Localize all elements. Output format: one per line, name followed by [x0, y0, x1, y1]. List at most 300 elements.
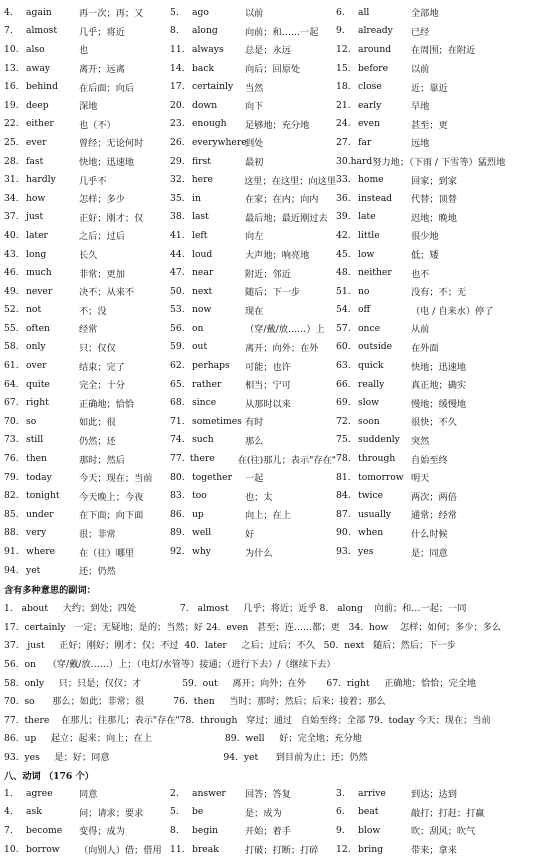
vocab-entry — [4, 359, 170, 373]
entry-number: 93. — [336, 546, 351, 558]
entry-number: 22. — [4, 118, 19, 130]
entry-number: 52. — [4, 304, 19, 316]
entry-meaning: 深地 — [79, 101, 98, 113]
entry-meaning: 回家；到家 — [411, 175, 457, 187]
entry-meaning: 向后；回原处 — [245, 64, 301, 76]
vocab-entry — [336, 526, 502, 540]
entry-word: along — [192, 25, 218, 37]
entry-number: 51. — [336, 285, 351, 297]
entry-number: 28. — [4, 155, 19, 167]
entry-meaning: 长久 — [79, 250, 98, 262]
vocabulary-page — [4, 3, 534, 858]
entry-word: sometimes — [192, 415, 242, 427]
vocab-entry — [336, 433, 502, 447]
entry-word: hard — [350, 155, 373, 167]
entry-word: outside — [358, 341, 393, 353]
entry-word: before — [358, 62, 389, 74]
entry-meaning: 在周围；在附近 — [411, 45, 476, 57]
entry-number: 24. — [336, 118, 351, 130]
multi-meaning-line: 77. there 在那儿；往那儿；表示"存在"78. through 穿过；通过 自始至终；全部 79. today 今天；现在；当前 — [4, 714, 491, 726]
table-row — [4, 40, 534, 59]
table-row — [4, 208, 534, 227]
entry-meaning: 自始至终 — [411, 454, 448, 466]
vocab-entry — [170, 154, 336, 168]
vocab-entry — [4, 173, 170, 187]
entry-meaning: 远地 — [411, 138, 430, 150]
entry-number: 20. — [170, 99, 185, 111]
vocab-entry — [336, 173, 502, 187]
entry-number: 89. — [170, 527, 185, 539]
entry-number: 56. — [170, 322, 185, 334]
entry-meaning: 大声地；响亮地 — [245, 250, 310, 262]
entry-number: 72. — [336, 415, 351, 427]
entry-number: 26. — [170, 136, 185, 148]
entry-number: 13. — [4, 62, 19, 74]
entry-meaning: 在后面；向后 — [79, 82, 135, 94]
entry-number: 6. — [336, 806, 345, 818]
table-row — [4, 301, 534, 320]
table-row — [4, 22, 534, 41]
vocab-entry — [336, 266, 502, 280]
vocab-entry — [336, 786, 502, 800]
entry-word: no — [358, 285, 370, 297]
entry-word: just — [26, 211, 44, 223]
entry-number: 8. — [170, 824, 179, 836]
vocab-entry — [4, 210, 170, 224]
entry-word: be — [192, 806, 204, 818]
entry-meaning: 没有；不；无 — [411, 287, 467, 299]
entry-number: 78. — [336, 453, 351, 465]
entry-meaning: 之后；过后 — [79, 231, 125, 243]
entry-word: quite — [26, 378, 50, 390]
entry-word: since — [192, 397, 217, 409]
entry-word: still — [26, 434, 44, 446]
entry-word: why — [192, 546, 211, 558]
entry-word: around — [358, 43, 392, 55]
vocab-entry — [170, 470, 336, 484]
entry-meaning: 很快；不久 — [411, 417, 457, 429]
entry-meaning: 全部地 — [411, 8, 439, 20]
entry-meaning: 从前 — [411, 324, 430, 336]
entry-meaning: 通常；经常 — [411, 510, 457, 522]
entry-number: 5. — [170, 6, 179, 18]
entry-meaning: 也；太 — [245, 491, 273, 503]
table-row — [4, 542, 534, 561]
table-row — [4, 468, 534, 487]
entry-number: 66. — [336, 378, 351, 390]
entry-meaning: 在(往)那儿；表示"存在" — [237, 454, 336, 466]
entry-number: 80. — [170, 471, 185, 483]
entry-meaning: 以前 — [411, 64, 430, 76]
vocab-entry — [170, 80, 336, 94]
vocab-entry — [4, 247, 170, 261]
entry-number: 17. — [170, 81, 185, 93]
multi-meaning-line: 70. so 那么；如此；非常；很 76. then 当时；那时；然后；后来；接着；那么 — [4, 696, 386, 708]
vocab-entry — [170, 433, 336, 447]
entry-number: 33. — [336, 174, 351, 186]
entry-number: 92. — [170, 546, 185, 558]
entry-word: back — [192, 62, 215, 74]
entry-meaning: 甚至；更 — [411, 119, 448, 131]
entry-number: 32. — [170, 174, 185, 186]
entry-meaning: 有时 — [245, 417, 264, 429]
entry-number: 27. — [336, 136, 351, 148]
vocab-entry — [4, 340, 170, 354]
entry-meaning: 真正地；确实 — [411, 380, 467, 392]
vocab-entry — [170, 24, 336, 38]
entry-meaning: 是；同意 — [411, 547, 448, 559]
entry-number: 88. — [4, 527, 19, 539]
table-row — [4, 431, 534, 450]
vocab-entry — [4, 154, 170, 168]
entry-meaning: （电 / 自来水）停了 — [411, 305, 494, 317]
table-row — [4, 505, 534, 524]
entry-word: fast — [26, 155, 44, 167]
entry-number: 15. — [336, 62, 351, 74]
entry-meaning: 已经 — [411, 26, 430, 38]
entry-number: 49. — [4, 285, 19, 297]
entry-word: yes — [358, 546, 374, 558]
entry-word: almost — [26, 25, 58, 37]
entry-meaning: 在外面 — [411, 342, 439, 354]
entry-meaning: 附近；邻近 — [245, 268, 291, 280]
entry-word: near — [192, 267, 214, 279]
entry-word: deep — [26, 99, 49, 111]
vocab-entry — [170, 191, 336, 205]
vocab-entry — [170, 42, 336, 56]
entry-meaning: 吹；刮风；吹气 — [411, 826, 476, 838]
entry-meaning: 好 — [245, 528, 255, 540]
entry-meaning: 结束；完了 — [79, 361, 125, 373]
entry-word: yet — [26, 564, 41, 576]
entry-number: 7. — [4, 824, 13, 836]
entry-word: arrive — [358, 787, 386, 799]
entry-number: 57. — [336, 322, 351, 334]
entry-meaning: 一起 — [245, 473, 264, 485]
vocab-entry — [336, 24, 502, 38]
entry-number: 11. — [170, 843, 185, 855]
vocab-entry — [336, 191, 502, 205]
entry-meaning: 曾经；无论何时 — [79, 138, 144, 150]
entry-word: home — [358, 174, 384, 186]
vocab-entry — [4, 98, 170, 112]
entry-word: off — [358, 304, 371, 316]
table-row — [4, 77, 534, 96]
entry-word: there — [189, 453, 215, 465]
entry-number: 6. — [336, 6, 345, 18]
entry-meaning: 正确地；恰恰 — [79, 398, 135, 410]
vocab-entry — [336, 489, 502, 503]
entry-word: only — [26, 341, 46, 353]
vocab-entry — [4, 228, 170, 242]
entry-word: down — [192, 99, 218, 111]
entry-number: 40. — [4, 229, 19, 241]
vocab-entry — [336, 247, 502, 261]
entry-number: 75. — [336, 434, 351, 446]
entry-meaning: 可能；也许 — [245, 361, 291, 373]
entry-number: 29. — [170, 155, 185, 167]
entry-number: 68. — [170, 397, 185, 409]
entry-word: close — [358, 81, 382, 93]
vocab-entry — [4, 191, 170, 205]
entry-word: long — [26, 248, 47, 260]
vocab-entry — [336, 805, 502, 819]
vocab-entry — [4, 507, 170, 521]
entry-word: again — [26, 6, 52, 18]
entry-word: really — [358, 378, 385, 390]
entry-meaning: 迟地；晚地 — [411, 212, 457, 224]
entry-meaning: 决不；从来不 — [79, 287, 135, 299]
entry-number: 76. — [4, 453, 19, 465]
vocab-entry — [4, 61, 170, 75]
entry-word: quick — [358, 360, 384, 372]
entry-word: first — [192, 155, 211, 167]
vocab-entry — [336, 823, 502, 837]
table-row — [4, 245, 534, 264]
multi-meaning-list — [4, 598, 534, 765]
entry-meaning: 这里；在这里；向这里 — [244, 175, 336, 187]
entry-number: 79. — [4, 471, 19, 483]
entry-word: low — [358, 248, 375, 260]
entry-word: borrow — [26, 843, 60, 855]
entry-number: 11. — [170, 43, 185, 55]
vocab-entry — [170, 489, 336, 503]
entry-word: far — [358, 136, 372, 148]
multi-meaning-line: 37. just 正好；刚好；刚才；仅；不过 40. later 之后；过后；不久 50. next 随后；然后；下一步 — [4, 640, 456, 652]
entry-number: 67. — [4, 397, 19, 409]
entry-word: everywhere — [192, 136, 247, 148]
entry-word: often — [26, 322, 50, 334]
entry-meaning: 几乎不 — [79, 175, 107, 187]
vocab-entry — [4, 42, 170, 56]
entry-number: 4. — [4, 806, 13, 818]
entry-word: much — [26, 267, 52, 279]
table-row — [4, 152, 534, 171]
entry-number: 65. — [170, 378, 185, 390]
entry-number: 86. — [170, 508, 185, 520]
entry-word: break — [192, 843, 219, 855]
table-row — [4, 263, 534, 282]
table-row — [4, 784, 534, 803]
entry-meaning: 开始；着手 — [245, 826, 291, 838]
vocab-entry — [336, 545, 502, 559]
entry-meaning: 那么 — [245, 435, 264, 447]
vocab-entry — [170, 284, 336, 298]
entry-number: 7. — [4, 25, 13, 37]
entry-word: loud — [192, 248, 213, 260]
table-row — [4, 338, 534, 357]
entry-number: 44. — [170, 248, 185, 260]
entry-meaning: 随后；下一步 — [245, 287, 301, 299]
entry-word: twice — [358, 490, 384, 502]
entry-word: suddenly — [358, 434, 400, 446]
table-row — [4, 840, 534, 858]
vocab-entry — [4, 489, 170, 503]
vocab-entry — [4, 24, 170, 38]
entry-meaning: 那时；然后 — [79, 454, 125, 466]
entry-number: 69. — [336, 397, 351, 409]
entry-number: 77. — [170, 453, 185, 465]
entry-meaning: 再一次；再；又 — [79, 8, 144, 20]
entry-word: bring — [358, 843, 384, 855]
vocab-entry — [4, 526, 170, 540]
entry-meaning: 什么时候 — [411, 528, 448, 540]
entry-number: 90. — [336, 527, 351, 539]
vocab-entry — [170, 5, 336, 19]
entry-word: up — [192, 508, 204, 520]
entry-number: 4. — [4, 6, 13, 18]
multi-meaning-line: 58. only 只；只是；仅仅；才 59. out 离开；向外；在外 67. right 正确地；恰恰；完全地 — [4, 677, 477, 689]
entry-word: later — [26, 229, 48, 241]
entry-meaning: 足够地；充分地 — [245, 119, 310, 131]
table-row — [4, 226, 534, 245]
entry-number: 54. — [336, 304, 351, 316]
entry-meaning: 完全；十分 — [79, 380, 125, 392]
entry-number: 43. — [4, 248, 19, 260]
vocab-entry — [170, 507, 336, 521]
vocab-entry — [170, 266, 336, 280]
entry-meaning: 以前 — [245, 8, 264, 20]
vocab-entry — [170, 303, 336, 317]
vocab-entry — [336, 5, 502, 19]
entry-number: 31. — [4, 174, 19, 186]
entry-meaning: 向上；在上 — [245, 510, 291, 522]
vocab-entry — [4, 284, 170, 298]
entry-number: 94. — [4, 564, 19, 576]
entry-number: 64. — [4, 378, 19, 390]
entry-meaning: （向别人）借；借用 — [79, 845, 162, 857]
entry-word: last — [192, 211, 209, 223]
table-row — [4, 449, 534, 468]
entry-word: all — [358, 6, 370, 18]
entry-word: agree — [26, 787, 53, 799]
entry-word: too — [192, 490, 207, 502]
vocab-entry — [4, 786, 170, 800]
vocab-entry — [4, 321, 170, 335]
entry-word: in — [192, 192, 201, 204]
entry-word: right — [26, 397, 49, 409]
entry-meaning: 现在 — [245, 305, 264, 317]
vocab-entry — [4, 5, 170, 19]
entry-meaning: 变得；成为 — [79, 826, 125, 838]
entry-number: 8. — [170, 25, 179, 37]
entry-number: 45. — [336, 248, 351, 260]
entry-meaning: 几乎；将近 — [79, 26, 125, 38]
vocab-entry — [336, 414, 502, 428]
vocab-entry — [336, 452, 502, 466]
entry-word: over — [26, 360, 47, 372]
entry-meaning: 为什么 — [245, 547, 273, 559]
multi-meaning-line: 17. certainly 一定；无疑地；是的；当然；好 24. even 甚至；连……都；更 34. how 怎样；如何；多少；多么 — [4, 621, 502, 633]
entry-number: 73. — [4, 434, 19, 446]
entry-meaning: 突然 — [411, 435, 430, 447]
entry-word: on — [192, 322, 204, 334]
vocab-entry — [336, 210, 502, 224]
entry-meaning: 今天晚上；今夜 — [79, 491, 144, 503]
entry-number: 50. — [170, 285, 185, 297]
vocab-entry — [4, 135, 170, 149]
vocab-entry — [170, 359, 336, 373]
vocab-entry — [336, 80, 502, 94]
table-row — [4, 393, 534, 412]
vocab-entry — [170, 98, 336, 112]
vocab-entry — [336, 842, 502, 856]
vocab-entry — [170, 452, 336, 466]
entry-word: once — [358, 322, 381, 334]
entry-meaning: 快地；迅速地 — [79, 157, 135, 169]
entry-number: 14. — [170, 62, 185, 74]
entry-number: 84. — [336, 490, 351, 502]
entry-number: 12. — [336, 843, 351, 855]
entry-meaning: 总是；永远 — [245, 45, 291, 57]
table-row — [4, 115, 534, 134]
entry-word: instead — [358, 192, 393, 204]
table-row — [4, 96, 534, 115]
entry-meaning: 慢地；缓慢地 — [411, 398, 467, 410]
entry-number: 87. — [336, 508, 351, 520]
entry-meaning: 在下面；向下面 — [79, 510, 144, 522]
entry-meaning: 非常；更加 — [79, 268, 125, 280]
entry-word: neither — [358, 267, 392, 279]
entry-meaning: 很；非常 — [79, 528, 116, 540]
entry-number: 59. — [170, 341, 185, 353]
vocab-entry — [336, 117, 502, 131]
entry-number: 38. — [170, 211, 185, 223]
entry-meaning: 也不 — [411, 268, 430, 280]
vocab-entry — [170, 247, 336, 261]
adverb-list — [4, 3, 534, 579]
table-row — [4, 821, 534, 840]
vocab-entry — [170, 340, 336, 354]
entry-word: hardly — [26, 174, 56, 186]
vocab-entry — [336, 470, 502, 484]
table-row — [4, 319, 534, 338]
entry-meaning: 很少地 — [411, 231, 439, 243]
vocab-entry — [336, 303, 502, 317]
entry-number: 74. — [170, 434, 185, 446]
entry-word: not — [26, 304, 42, 316]
entry-word: well — [192, 527, 212, 539]
entry-number: 37. — [4, 211, 19, 223]
entry-word: usually — [358, 508, 392, 520]
vocab-entry — [4, 414, 170, 428]
entry-word: through — [358, 453, 396, 465]
entry-meaning: 两次；两倍 — [411, 491, 457, 503]
entry-word: either — [26, 118, 54, 130]
vocab-entry — [336, 396, 502, 410]
entry-word: such — [192, 434, 214, 446]
entry-word: rather — [192, 378, 222, 390]
verbs-heading: 八、动词 （176 个） — [4, 770, 94, 782]
entry-meaning: 怎样；多少 — [79, 194, 125, 206]
entry-number: 5. — [170, 806, 179, 818]
vocab-entry — [4, 805, 170, 819]
table-row — [4, 803, 534, 822]
vocab-entry — [336, 228, 502, 242]
entry-number: 34. — [4, 192, 19, 204]
entry-meaning: 到处 — [245, 138, 264, 150]
entry-meaning: 在（往）哪里 — [79, 547, 135, 559]
entry-number: 91. — [4, 546, 19, 558]
entry-meaning: 快地；迅速地 — [411, 361, 467, 373]
entry-number: 46. — [4, 267, 19, 279]
entry-number: 61. — [4, 360, 19, 372]
vocab-entry — [4, 545, 170, 559]
entry-number: 19. — [4, 99, 19, 111]
entry-meaning: 到达；达到 — [411, 789, 457, 801]
entry-number: 39. — [336, 211, 351, 223]
entry-meaning: 今天；现在；当前 — [79, 473, 153, 485]
